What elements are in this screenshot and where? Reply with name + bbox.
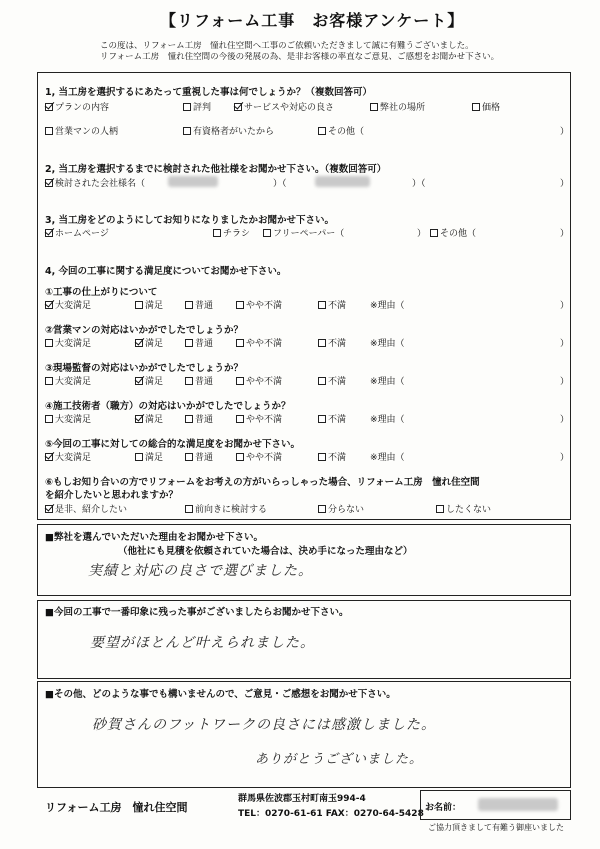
- checkbox-icon: [234, 103, 242, 111]
- footer-thanks: ご協力頂きまして有難う御座いました: [428, 823, 564, 832]
- q4-2-reason[interactable]: ※理由（: [370, 339, 405, 349]
- q4-4-neutral[interactable]: 普通: [185, 412, 213, 425]
- q6-label-line-2: を紹介したいと思われますか？: [45, 490, 179, 501]
- checkbox-icon: [436, 505, 444, 513]
- other-answer-line-1[interactable]: 砂賀さんのフットワークの良さには感激しました。: [92, 717, 437, 733]
- q4-3-slightly-unsatisfied[interactable]: やや不満: [236, 374, 282, 387]
- checkbox-icon: [318, 377, 326, 385]
- q4-2-neutral[interactable]: 普通: [185, 336, 213, 349]
- checkbox-icon: [318, 505, 326, 513]
- q3-label: 3, 当工房をどのようにしてお知りになりましたかお聞かせ下さい。: [45, 215, 335, 226]
- footer-company: リフォーム工房 憧れ住空間: [45, 801, 188, 814]
- checkbox-icon: [135, 301, 143, 309]
- q1-option-price[interactable]: 価格: [472, 100, 500, 113]
- q6-option-no[interactable]: したくない: [436, 502, 491, 515]
- q4-3-satisfied[interactable]: 満足: [135, 374, 163, 387]
- close-paren: ）: [560, 377, 570, 387]
- checkbox-icon: [263, 229, 271, 237]
- checkbox-icon: [185, 377, 193, 385]
- checkbox-icon: [45, 453, 53, 461]
- checkbox-icon: [185, 453, 193, 461]
- checkbox-icon: [45, 505, 53, 513]
- close-paren: ）: [560, 301, 570, 311]
- checkbox-icon: [185, 301, 193, 309]
- close-paren: ）: [560, 453, 570, 463]
- q2-paren-2: ）（: [412, 179, 426, 189]
- name-label: お名前：: [425, 803, 462, 813]
- impression-title: ■今回の工事で一番印象に残った事がございましたらお聞かせ下さい。: [45, 607, 349, 618]
- q6-option-consider[interactable]: 前向きに検討する: [185, 502, 267, 515]
- q4-4-unsatisfied[interactable]: 不満: [318, 412, 346, 425]
- checkbox-icon: [472, 103, 480, 111]
- checkbox-icon: [318, 415, 326, 423]
- checkbox-icon: [135, 453, 143, 461]
- q4-2-slightly-unsatisfied[interactable]: やや不満: [236, 336, 282, 349]
- q3-option-other[interactable]: その他（: [430, 226, 476, 239]
- q1-option-other[interactable]: その他（: [318, 124, 364, 137]
- q4-2-satisfied[interactable]: 満足: [135, 336, 163, 349]
- checkbox-icon: [183, 127, 191, 135]
- checkbox-icon: [45, 301, 53, 309]
- q4-5-very-satisfied[interactable]: 大変満足: [45, 450, 91, 463]
- checkbox-icon: [236, 453, 244, 461]
- q3-paren: ）: [417, 229, 427, 239]
- q4-2-unsatisfied[interactable]: 不満: [318, 336, 346, 349]
- other-answer-line-2[interactable]: ありがとうございました。: [255, 752, 424, 767]
- impression-answer[interactable]: 要望がほとんど叶えられました。: [90, 635, 315, 651]
- checkbox-icon: [370, 103, 378, 111]
- q6-label-line-1: ⑥もしお知り合いの方でリフォームをお考えの方がいらっしゃった場合、リフォーム工房 憧れ住空間: [45, 477, 480, 488]
- checkbox-icon: [45, 127, 53, 135]
- q4-1-reason[interactable]: ※理由（: [370, 301, 405, 311]
- checkbox-icon: [236, 339, 244, 347]
- checkbox-icon: [318, 301, 326, 309]
- q4-item-label: ⑤今回の工事に対しての総合的な満足度をお聞かせ下さい。: [45, 439, 301, 450]
- checkbox-icon: [236, 301, 244, 309]
- checkbox-icon: [185, 339, 193, 347]
- checkbox-icon: [45, 377, 53, 385]
- reason-title: ■弊社を選んでいただいた理由をお聞かせ下さい。: [45, 532, 263, 543]
- q1-option-reputation[interactable]: 評判: [183, 100, 211, 113]
- q2-close-paren: ）: [560, 179, 570, 189]
- q3-close-paren: ）: [560, 229, 570, 239]
- q4-4-satisfied[interactable]: 満足: [135, 412, 163, 425]
- q1-label: 1, 当工房を選択するにあたって重視した事は何でしょうか？（複数回答可）: [45, 87, 373, 98]
- checkbox-icon: [318, 453, 326, 461]
- q4-5-slightly-unsatisfied[interactable]: やや不満: [236, 450, 282, 463]
- other-title: ■その他、どのような事でも構いませんので、ご意見・ご感想をお聞かせ下さい。: [45, 689, 396, 700]
- q2-label: 2, 当工房を選択するまでに検討された他社様をお聞かせ下さい。（複数回答可）: [45, 164, 387, 175]
- q4-1-neutral[interactable]: 普通: [185, 298, 213, 311]
- q2-paren-1: ）（: [273, 179, 287, 189]
- intro-text: [100, 41, 570, 63]
- q4-2-very-satisfied[interactable]: 大変満足: [45, 336, 91, 349]
- q4-5-satisfied[interactable]: 満足: [135, 450, 163, 463]
- q1-option-salesperson[interactable]: 営業マンの人柄: [45, 124, 118, 137]
- checkbox-icon: [135, 415, 143, 423]
- checkbox-icon: [45, 339, 53, 347]
- checkbox-icon: [236, 377, 244, 385]
- q1-option-qualified[interactable]: 有資格者がいたから: [183, 124, 274, 137]
- q3-option-freepaper[interactable]: フリーペーパー（: [263, 226, 344, 239]
- q4-1-slightly-unsatisfied[interactable]: やや不満: [236, 298, 282, 311]
- q4-5-reason[interactable]: ※理由（: [370, 453, 405, 463]
- redacted-name: [478, 798, 558, 811]
- q3-option-homepage[interactable]: ホームページ: [45, 226, 109, 239]
- redacted-company-2: [315, 176, 370, 187]
- q4-5-unsatisfied[interactable]: 不満: [318, 450, 346, 463]
- q4-1-very-satisfied[interactable]: 大変満足: [45, 298, 91, 311]
- checkbox-icon: [135, 377, 143, 385]
- redacted-company-1: [168, 176, 218, 187]
- q4-3-reason[interactable]: ※理由（: [370, 377, 405, 387]
- checkbox-icon: [45, 229, 53, 237]
- checkbox-icon: [185, 505, 193, 513]
- close-paren: ）: [560, 415, 570, 425]
- footer-contact: TEL：0270-61-61 FAX：0270-64-5428: [238, 809, 424, 819]
- checkbox-icon: [213, 229, 221, 237]
- q4-3-neutral[interactable]: 普通: [185, 374, 213, 387]
- q1-option-location[interactable]: 弊社の場所: [370, 100, 425, 113]
- checkbox-icon: [318, 339, 326, 347]
- q4-1-unsatisfied[interactable]: 不満: [318, 298, 346, 311]
- reason-answer[interactable]: 実績と対応の良さで選びました。: [88, 563, 313, 579]
- q4-item-label: ③現場監督の対応はいかがでしたでしょうか？: [45, 363, 244, 374]
- checkbox-icon: [430, 229, 438, 237]
- checkbox-icon: [185, 415, 193, 423]
- q4-4-slightly-unsatisfied[interactable]: やや不満: [236, 412, 282, 425]
- page-title: 【リフォーム工事 お客様アンケート】: [160, 11, 465, 30]
- q4-item-label: ①工事の仕上がりについて: [45, 287, 158, 298]
- q4-4-very-satisfied[interactable]: 大変満足: [45, 412, 91, 425]
- q1-close-paren: ）: [560, 127, 570, 137]
- checkbox-icon: [135, 339, 143, 347]
- q4-4-reason[interactable]: ※理由（: [370, 415, 405, 425]
- q4-3-very-satisfied[interactable]: 大変満足: [45, 374, 91, 387]
- q4-item-label: ④施工技術者（職方）の対応はいかがでしたでしょうか？: [45, 401, 291, 412]
- checkbox-icon: [45, 415, 53, 423]
- q4-3-unsatisfied[interactable]: 不満: [318, 374, 346, 387]
- checkbox-icon: [183, 103, 191, 111]
- intro-line-2: リフォーム工房 憧れ住空間の今後の発展の為、是非お客様の率直なご意見、ご感想をお聞かせ下さい。: [100, 52, 500, 62]
- q4-1-satisfied[interactable]: 満足: [135, 298, 163, 311]
- q3-option-flyer[interactable]: チラシ: [213, 226, 250, 239]
- q2-option-companies[interactable]: 検討された会社様名（: [45, 176, 145, 189]
- q4-label: 4, 今回の工事に関する満足度についてお聞かせ下さい。: [45, 266, 287, 277]
- q6-option-definitely[interactable]: 是非、紹介したい: [45, 502, 127, 515]
- q6-option-unsure[interactable]: 分らない: [318, 502, 364, 515]
- checkbox-icon: [45, 103, 53, 111]
- checkbox-icon: [45, 179, 53, 187]
- checkbox-icon: [318, 127, 326, 135]
- footer-address: 群馬県佐波郡玉村町南玉994-4: [238, 794, 366, 804]
- intro-line-1: この度は、リフォーム工房 憧れ住空間へ工事のご依頼いただきまして誠に有難うございました。: [100, 41, 474, 51]
- q4-5-neutral[interactable]: 普通: [185, 450, 213, 463]
- q1-option-plan[interactable]: プランの内容: [45, 100, 109, 113]
- reason-subtitle: （他社にも見積を依頼されていた場合は、決め手になった理由など）: [118, 546, 413, 557]
- close-paren: ）: [560, 339, 570, 349]
- checkbox-icon: [236, 415, 244, 423]
- q1-option-service[interactable]: サービスや対応の良さ: [234, 100, 334, 113]
- q4-item-label: ②営業マンの対応はいかがでしたでしょうか？: [45, 325, 244, 336]
